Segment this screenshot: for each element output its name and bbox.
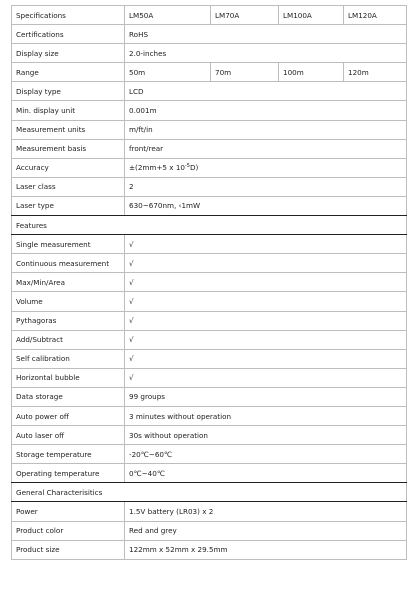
feature-row bbox=[12, 464, 407, 483]
feature-row bbox=[12, 387, 407, 406]
feature-label: Single measurement bbox=[12, 235, 125, 254]
general-row bbox=[12, 502, 407, 521]
feature-value: √ bbox=[125, 368, 407, 387]
section-header-features bbox=[12, 216, 407, 235]
general-row bbox=[12, 540, 407, 559]
spec-label: Display type bbox=[12, 82, 125, 101]
section-title: General Characterisitics bbox=[12, 483, 407, 502]
model-lm100a: LM100A bbox=[279, 6, 344, 25]
feature-row bbox=[12, 349, 407, 368]
general-row bbox=[12, 521, 407, 540]
model-lm70a: LM70A bbox=[211, 6, 279, 25]
feature-value: 3 minutes without operation bbox=[125, 406, 407, 425]
feature-value: √ bbox=[125, 349, 407, 368]
general-value: 122mm x 52mm x 29.5mm bbox=[125, 540, 407, 559]
spec-row-range bbox=[12, 63, 407, 82]
feature-label: Horizontal bubble bbox=[12, 368, 125, 387]
feature-value: √ bbox=[125, 311, 407, 330]
general-value: 1.5V battery (LR03) x 2 bbox=[125, 502, 407, 521]
spec-label: Accuracy bbox=[12, 158, 125, 177]
spec-value: LCD bbox=[125, 82, 407, 101]
spec-value: front/rear bbox=[125, 139, 407, 158]
feature-value: 0℃~40℃ bbox=[125, 464, 407, 483]
general-value: Red and grey bbox=[125, 521, 407, 540]
range-lm120a: 120m bbox=[344, 63, 407, 82]
spec-row-display-size bbox=[12, 44, 407, 63]
header-row bbox=[12, 6, 407, 25]
header-label: Specifications bbox=[12, 6, 125, 25]
spec-label: Certifications bbox=[12, 25, 125, 44]
spec-label: Laser type bbox=[12, 196, 125, 215]
section-title: Features bbox=[12, 216, 407, 235]
feature-row bbox=[12, 406, 407, 425]
feature-row bbox=[12, 426, 407, 445]
feature-row bbox=[12, 292, 407, 311]
accuracy-tail: D) bbox=[189, 163, 199, 173]
range-lm50a: 50m bbox=[125, 63, 211, 82]
general-label: Product size bbox=[12, 540, 125, 559]
section-header-general bbox=[12, 483, 407, 502]
general-label: Product color bbox=[12, 521, 125, 540]
spec-row-min-display-unit bbox=[12, 101, 407, 120]
spec-label: Measurement basis bbox=[12, 139, 125, 158]
feature-value: √ bbox=[125, 254, 407, 273]
feature-row bbox=[12, 273, 407, 292]
range-lm70a: 70m bbox=[211, 63, 279, 82]
spec-value: 2.0-inches bbox=[125, 44, 407, 63]
spec-table bbox=[11, 5, 407, 560]
feature-value: √ bbox=[125, 235, 407, 254]
spec-row-laser-class bbox=[12, 177, 407, 196]
spec-row-display-type bbox=[12, 82, 407, 101]
feature-label: Volume bbox=[12, 292, 125, 311]
feature-row bbox=[12, 368, 407, 387]
spec-row-certifications bbox=[12, 25, 407, 44]
spec-value: 0.001m bbox=[125, 101, 407, 120]
accuracy-exponent: -5 bbox=[184, 163, 190, 170]
spec-value: 2 bbox=[125, 177, 407, 196]
spec-row-measurement-basis bbox=[12, 139, 407, 158]
feature-label: Storage temperature bbox=[12, 445, 125, 464]
feature-label: Auto laser off bbox=[12, 426, 125, 445]
feature-value: -20℃~60℃ bbox=[125, 445, 407, 464]
spec-label: Min. display unit bbox=[12, 101, 125, 120]
feature-row bbox=[12, 235, 407, 254]
feature-value: √ bbox=[125, 273, 407, 292]
general-label: Power bbox=[12, 502, 125, 521]
feature-row bbox=[12, 330, 407, 349]
accuracy-main: ±(2mm+5 x 10 bbox=[129, 163, 185, 173]
feature-label: Add/Subtract bbox=[12, 330, 125, 349]
feature-row bbox=[12, 445, 407, 464]
spec-row-measurement-units bbox=[12, 120, 407, 139]
feature-value: 99 groups bbox=[125, 387, 407, 406]
feature-label: Auto power off bbox=[12, 406, 125, 425]
feature-value: 30s without operation bbox=[125, 426, 407, 445]
feature-row bbox=[12, 311, 407, 330]
spec-value-accuracy bbox=[125, 158, 407, 177]
model-lm120a: LM120A bbox=[344, 6, 407, 25]
feature-label: Continuous measurement bbox=[12, 254, 125, 273]
feature-label: Self calibration bbox=[12, 349, 125, 368]
feature-value: √ bbox=[125, 330, 407, 349]
feature-label: Max/Min/Area bbox=[12, 273, 125, 292]
feature-label: Pythagoras bbox=[12, 311, 125, 330]
spec-label: Range bbox=[12, 63, 125, 82]
feature-label: Data storage bbox=[12, 387, 125, 406]
feature-row bbox=[12, 254, 407, 273]
spec-label: Measurement units bbox=[12, 120, 125, 139]
spec-row-laser-type bbox=[12, 196, 407, 215]
spec-row-accuracy bbox=[12, 158, 407, 177]
range-lm100a: 100m bbox=[279, 63, 344, 82]
feature-label: Operating temperature bbox=[12, 464, 125, 483]
feature-value: √ bbox=[125, 292, 407, 311]
spec-label: Laser class bbox=[12, 177, 125, 196]
spec-value: RoHS bbox=[125, 25, 407, 44]
model-lm50a: LM50A bbox=[125, 6, 211, 25]
spec-value: m/ft/in bbox=[125, 120, 407, 139]
spec-value: 630~670nm, ‹1mW bbox=[125, 196, 407, 215]
spec-label: Display size bbox=[12, 44, 125, 63]
